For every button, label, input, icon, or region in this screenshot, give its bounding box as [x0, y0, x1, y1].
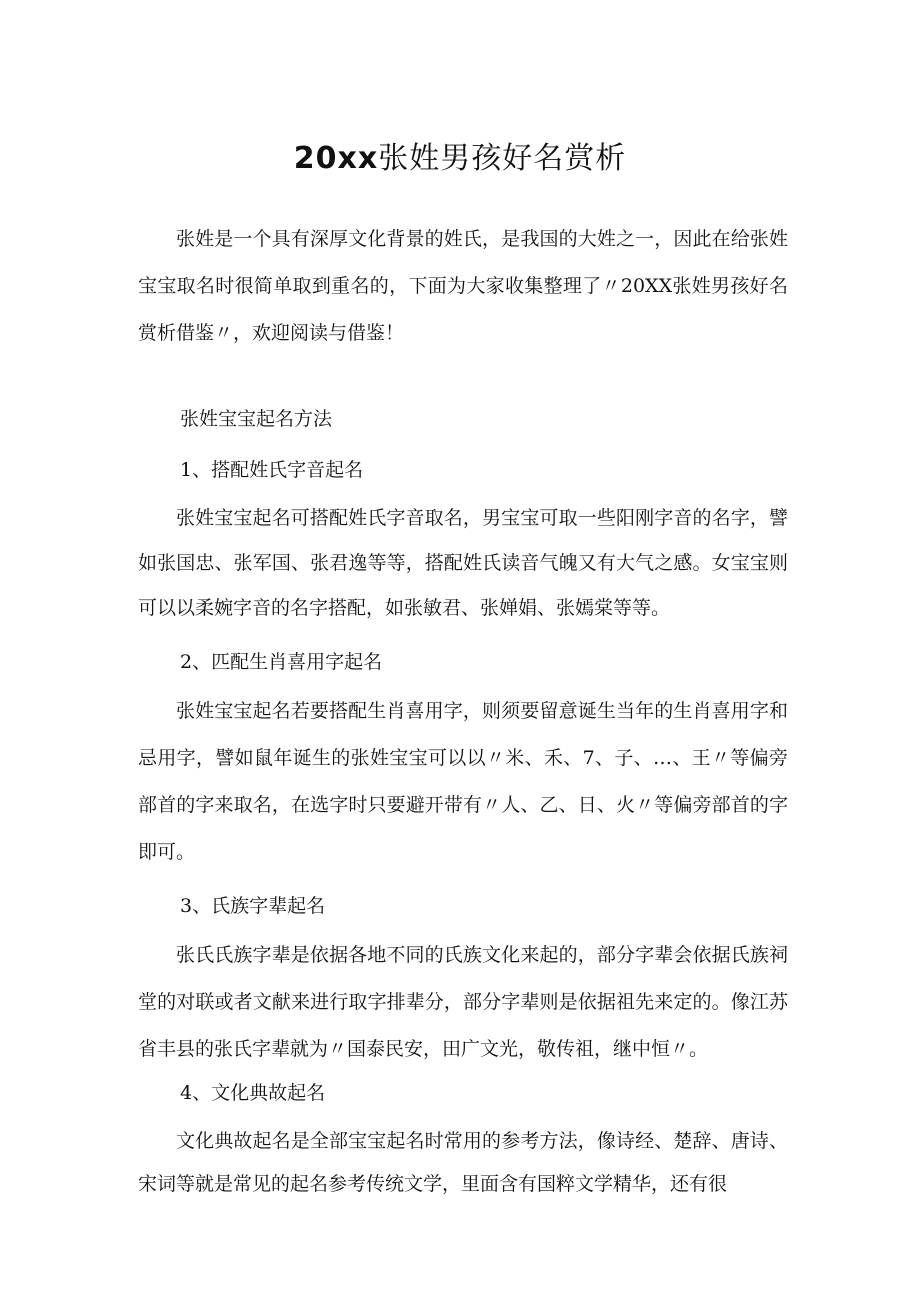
method-heading-3: 3、氏族字辈起名: [180, 895, 326, 917]
section-heading: 张姓宝宝起名方法: [180, 408, 333, 430]
method-body-2: 张姓宝宝起名若要搭配生肖喜用字，则须要留意诞生当年的生肖喜用字和忌用字，譬如鼠年诞生的张姓宝宝可以以〃米、禾、7、子、…、王〃等偏旁部首的字来取名，在选字时只要避开带有〃人、乙、日、火〃等偏旁部首的字即可。: [138, 700, 788, 863]
document-title: [0, 136, 920, 182]
method-body-4: 文化典故起名是全部宝宝起名时常用的参考方法，像诗经、楚辞、唐诗、宋词等就是常见的起名参考传统文学，里面含有国粹文学精华，还有很: [138, 1130, 788, 1195]
title-text: 张姓男孩好名赏析: [378, 141, 627, 176]
method-heading-4: 4、文化典故起名: [180, 1082, 326, 1104]
method-body-1: 张姓宝宝起名可搭配姓氏字音取名，男宝宝可取一些阳刚字音的名字，譬如张国忠、张军国、张君逸等等，搭配姓氏读音气魄又有大气之感。女宝宝则可以以柔婉字音的名字搭配，如张敏君、张婵娟、张嫣棠等等。: [138, 507, 788, 619]
method-heading-2: 2、匹配生肖喜用字起名: [180, 651, 383, 673]
method-heading-1: 1、搭配姓氏字音起名: [180, 459, 364, 481]
intro-paragraph: 张姓是一个具有深厚文化背景的姓氏，是我国的大姓之一，因此在给张姓宝宝取名时很简单取到重名的，下面为大家收集整理了〃20XX张姓男孩好名赏析借鉴〃，欢迎阅读与借鉴！: [138, 228, 788, 344]
method-body-3: 张氏氏族字辈是依据各地不同的氏族文化来起的，部分字辈会依据氏族祠堂的对联或者文献来进行取字排辈分，部分字辈则是依据祖先来定的。像江苏省丰县的张氏字辈就为〃国泰民安，田广文光，敬传祖，继中恒〃。: [138, 944, 788, 1060]
title-number: 20xx: [293, 141, 379, 176]
